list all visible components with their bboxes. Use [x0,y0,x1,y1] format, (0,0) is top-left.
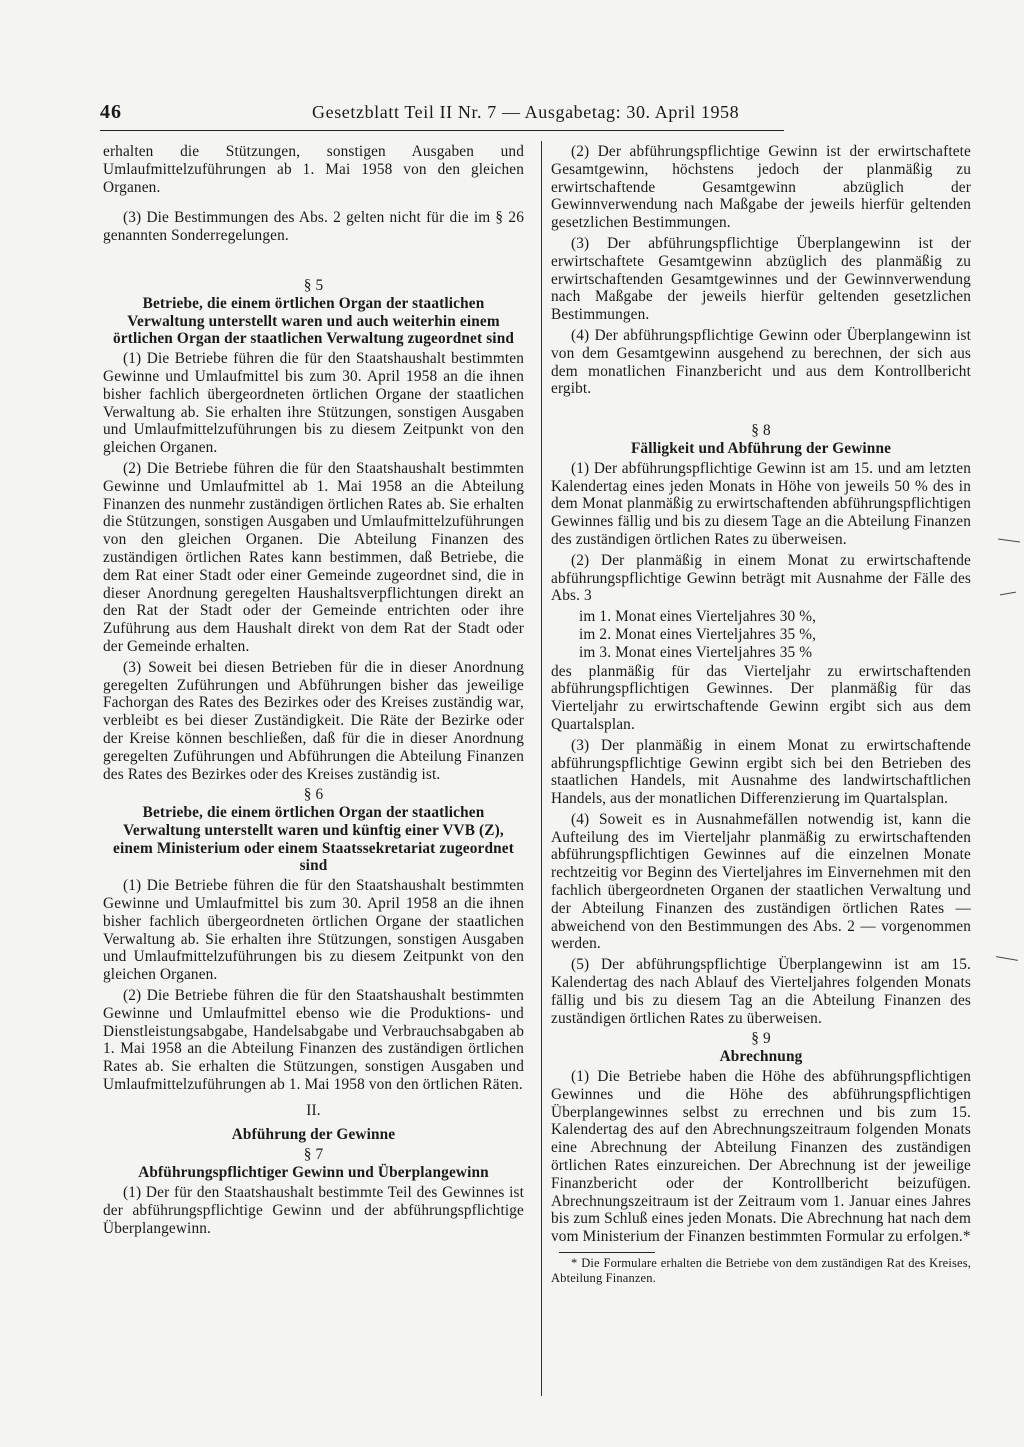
section-heading: Betriebe, die einem örtlichen Organ der staatlichen Verwaltung unterstellt waren und auch weiterhin einem örtlichen Organ der staatlichen Verwaltung zugeordnet sind [112,294,515,348]
section-number: § 9 [751,1030,771,1048]
paragraph: (2) Der planmäßig in einem Monat zu erwirtschaftende abführungspflichtige Gewinn beträgt mit Ausnahme der Fälle des Abs. 3 [551,551,971,605]
left-column [103,143,524,1240]
paragraph: (2) Der abführungspflichtige Gewinn ist der erwirtschaftete Gesamtgewinn, höchstens jedoch der planmäßig zu erwirtschaftende Gesamtgewinn abzüglich der Gewinnverwendung nach Maßgabe der jeweils hierfür geltenden gesetzlichen Bestimmungen. [551,143,971,232]
header-title: Gesetzblatt Teil II Nr. 7 — Ausgabetag: 30. April 1958 [312,102,740,122]
section-heading: Abführungspflichtiger Gewinn und Überplangewinn [138,1164,489,1182]
paragraph: (4) Der abführungspflichtige Gewinn oder Überplangewinn ist von dem Gesamtgewinn ausgehend zu berechnen, der sich aus dem monatlichen Finanzbericht und aus dem Kontrollbericht ergibt. [551,326,971,398]
margin-mark [998,538,1020,542]
paragraph: (3) Die Bestimmungen des Abs. 2 gelten nicht für die im § 26 genannten Sonderregelungen. [103,209,524,245]
header-rule [100,130,784,131]
page-header [100,101,790,129]
part-number: II. [306,1101,321,1119]
section-number: § 7 [303,1146,324,1164]
margin-mark [996,956,1018,961]
paragraph: des planmäßig für das Vierteljahr zu erwirtschaftenden abführungspflichtigen Gewinnes. Der planmäßig für das Vierteljahr zu erwirtschaftende Gewinn ergibt sich aus dem Quartalsplan. [551,662,971,733]
section-number: § 6 [303,786,324,804]
paragraph: (2) Die Betriebe führen die für den Staatshaushalt bestimmten Gewinne und Umlaufmittel ab 1. Mai 1958 an die Abteilung Finanzen des nunmehr zuständigen örtlichen Rates ab. Sie erhalten die Stützungen, sonstigen Ausgaben und Umlaufmittelzuführungen von den gleichen Organen. Die Abteilung Finanzen des zuständigen örtlichen Rates kann bestimmen, daß Betriebe, die dem Rat einer Stadt oder einer Gemeinde zugeordnet sind, die in dieser Anordnung geregelten Haushaltsverpflichtungen direkt an den Rat der Stadt oder der Gemeinde entrichten oder ihre Zuführung aus dem Haushalt direkt von dem Rat der Stadt oder der Gemeinde erhalten. [103,459,524,655]
section-number: § 8 [751,422,771,440]
footnote: * Die Formulare erhalten die Betriebe von dem zuständigen Rat des Kreises, Abteilung Finanzen. [551,1256,971,1285]
paragraph: (3) Der planmäßig in einem Monat zu erwirtschaftende abführungspflichtige Gewinn ergibt sich bei den Betrieben des staatlichen Handels, mit Ausnahme des landwirtschaftlichen Handels, aus der monatlichen Differenzierung im Quartalsplan. [551,736,971,808]
footnote-rule [559,1252,655,1253]
percentage-list [551,608,971,661]
section-heading: Fälligkeit und Abführung der Gewinne [630,439,892,457]
column-divider [541,141,542,1396]
section-number: § 5 [303,276,324,294]
paragraph: (1) Die Betriebe haben die Höhe des abführungspflichtigen Gewinnes und die Höhe des abführungspflichtigen Überplangewinnes selbst zu errechnen und bis zum 15. Kalendertag des auf den Abrechnungszeitraum folgenden Monats eine Abrechnung der Abteilung Finanzen des zuständigen örtlichen Rates einzureichen. Der Abrechnung ist der jeweilige Finanzbericht oder der Kontrollbericht beizufügen. Abrechnungszeitraum ist der Zeitraum vom 1. Januar eines Jahres bis zum Schluß eines jeden Monats. Die Abrechnung hat nach dem vom Ministerium der Finanzen bestimmten Formular zu erfolgen.* [551,1068,971,1246]
paragraph: erhalten die Stützungen, sonstigen Ausgaben und Umlaufmittelzuführungen ab 1. Mai 1958 von den gleichen Organen. [103,143,524,196]
section-heading: Abrechnung [719,1048,803,1066]
list-item: im 3. Monat eines Vierteljahres 35 % [579,643,813,661]
paragraph: (4) Soweit es in Ausnahmefällen notwendig ist, kann die Aufteilung des im Vierteljahr planmäßig zu erwirtschaftenden abführungspflichtigen Gewinnes auf die einzelnen Monate rechtzeitig vor Beginn des Vierteljahres im Einvernehmen mit den fachlich übergeordneten Organen der staatlichen Verwaltung und der Abteilung Finanzen des zuständigen örtlichen Rates — abweichend von den Bestimmungen des Abs. 2 — vorgenommen werden. [551,810,971,953]
list-item: im 1. Monat eines Vierteljahres 30 %, [579,608,817,626]
paragraph: (1) Der abführungspflichtige Gewinn ist am 15. und am letzten Kalendertag eines jeden Monats in Höhe von jeweils 50 % des in dem Monat planmäßig zu erwirtschaftenden abführungspflichtigen Gewinnes fällig und bis zu diesem Tage an die Abteilung Finanzen des zuständigen örtlichen Rates zu überweisen. [551,459,971,548]
right-column [551,143,971,1288]
paragraph: (1) Die Betriebe führen die für den Staatshaushalt bestimmten Gewinne und Umlaufmittel bis zum 30. April 1958 an die ihnen bisher fachlich übergeordneten örtlichen Organe der staatlichen Verwaltung ab. Sie erhalten ihre Stützungen, sonstigen Ausgaben und Umlaufmittelzuführungen bis zu diesem Zeitpunkt von den gleichen Organen. [103,877,524,984]
paragraph: (5) Der abführungspflichtige Überplangewinn ist am 15. Kalendertag des nach Ablauf des Vierteljahres folgenden Monats fällig und bis zu diesem Tag an die Abteilung Finanzen des zuständigen örtlichen Rates zu überweisen. [551,956,971,1027]
paragraph: (3) Der abführungspflichtige Überplangewinn ist der erwirtschaftete Gesamtgewinn abzüglich des planmäßig zu erwirtschaftenden Gesamtgewinnes und der Gewinnverwendung nach Maßgabe der jeweils hierfür geltenden gesetzlichen Bestimmungen. [551,234,971,324]
paragraph: (2) Die Betriebe führen die für den Staatshaushalt bestimmten Gewinne und Umlaufmittel ebenso wie die Produktions- und Dienstleistungsabgabe, Handelsabgabe und Verbrauchsabgaben ab 1. Mai 1958 an die Abteilung Finanzen des zuständigen örtlichen Rates ab. Sie erhalten die Stützungen, sonstigen Ausgaben und Umlaufmittelzuführungen ab 1. Mai 1958 von den örtlichen Räten. [103,987,524,1094]
paragraph: (1) Die Betriebe führen die für den Staatshaushalt bestimmten Gewinne und Umlaufmittel bis zum 30. April 1958 an die ihnen bisher fachlich übergeordneten örtlichen Organe der staatlichen Verwaltung ab. Sie erhalten ihre Stützungen, sonstigen Ausgaben und Umlaufmittelzuführungen bis zu diesem Zeitpunkt von den gleichen Organen. [103,350,524,457]
margin-mark [1000,592,1016,596]
paragraph: (3) Soweit bei diesen Betrieben für die in dieser Anordnung geregelten Zuführungen und Abführungen bisher das jeweilige Fachorgan des Rates des Bezirkes oder des Kreises zuständig war, verbleibt es bei dieser Zuständigkeit. Die Räte der Bezirke oder der Kreise können beschließen, daß für die in dieser Anordnung geregelten Zuführungen und Abführungen die Abteilung Finanzen des Rates des Bezirkes oder des Kreises zuständig ist. [103,658,524,783]
section-heading: Betriebe, die einem örtlichen Organ der staatlichen Verwaltung unterstellt waren und künftig einer VVB (Z), einem Ministerium oder einem Staatssekretariat zugeordnet sind [113,804,514,875]
page-number: 46 [100,101,122,123]
list-item: im 2. Monat eines Vierteljahres 35 %, [579,625,817,643]
part-title: Abführung der Gewinne [231,1125,396,1143]
paragraph: (1) Der für den Staatshaushalt bestimmte Teil des Gewinnes ist der abführungspflichtige Gewinn und der abführungspflichtige Überplangewinn. [103,1184,524,1237]
